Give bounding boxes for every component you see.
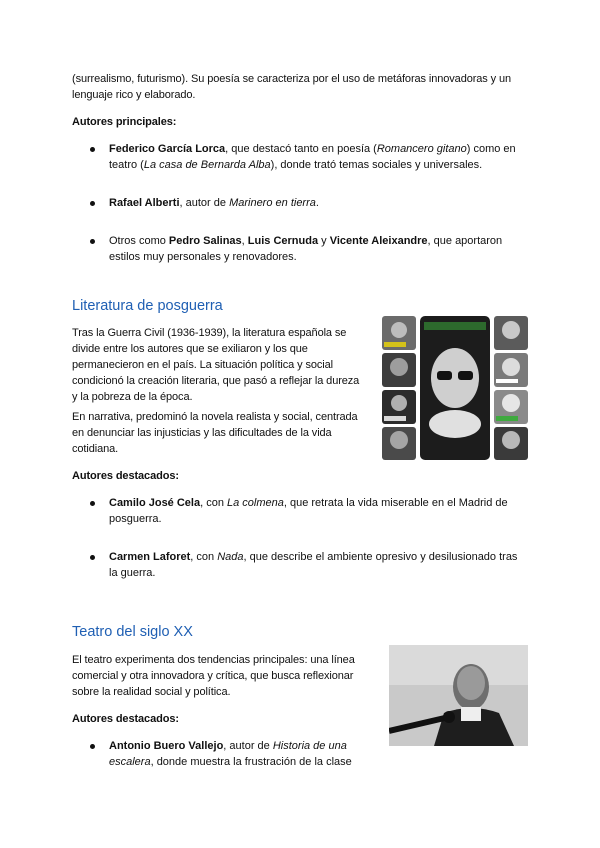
- posguerra-list: [109, 495, 549, 581]
- teatro-list: [109, 738, 369, 770]
- bullet-icon: [90, 555, 95, 560]
- intro-line-2: lenguaje rico y elaborado.: [72, 89, 196, 101]
- author-name: Camilo José Cela: [109, 497, 201, 509]
- work-title: Historia de una: [272, 740, 347, 752]
- text-line: cotidiana.: [72, 443, 119, 455]
- text: , autor de: [179, 197, 230, 209]
- text-line: Tras la Guerra Civil (1936-1939), la literatura española se: [72, 327, 347, 339]
- work-title: Marinero en tierra: [229, 197, 316, 209]
- section-title-teatro: Teatro del siglo XX: [72, 624, 193, 640]
- text: ,: [241, 235, 248, 247]
- gen27-list: [109, 141, 549, 265]
- text: , donde muestra la frustración de la clase: [150, 756, 352, 768]
- work-title: escalera: [109, 756, 151, 768]
- text: ), donde trató temas sociales y universales.: [270, 159, 483, 171]
- list-item: [109, 233, 549, 265]
- text: , que retrata la vida miserable en el Madrid de: [283, 497, 508, 509]
- text: , con: [200, 497, 227, 509]
- section-title-posguerra: Literatura de posguerra: [72, 298, 223, 314]
- text: la guerra.: [109, 567, 156, 579]
- text-line: comercial y otra innovadora y crítica, que busca reflexionar: [72, 670, 354, 682]
- list-item: [109, 495, 549, 527]
- bullet-icon: [90, 239, 95, 244]
- author-name: Antonio Buero Vallejo: [109, 740, 224, 752]
- text: .: [315, 197, 319, 209]
- author-name: Rafael Alberti: [109, 197, 180, 209]
- author-name: Federico García Lorca: [109, 143, 226, 155]
- bullet-icon: [90, 201, 95, 206]
- author-name: Vicente Aleixandre: [329, 235, 428, 247]
- text-line: El teatro experimenta dos tendencias principales: una línea: [72, 654, 355, 666]
- bullet-icon: [90, 744, 95, 749]
- collage-graphic: [382, 316, 528, 460]
- list-item: [109, 738, 369, 770]
- work-title: La colmena: [227, 497, 284, 509]
- posguerra-paragraph-2: [72, 409, 372, 457]
- text: estilos muy personales y renovadores.: [109, 251, 297, 263]
- intro-line-1: (surrealismo, futurismo). Su poesía se caracteriza por el uso de metáforas innovadoras y un: [72, 73, 512, 85]
- buero-vallejo-photo: [389, 645, 528, 746]
- text-line: permanecieron en el país. La situación política y social: [72, 359, 333, 371]
- text-line: en denunciar las injusticias y las dificultades de la vida: [72, 427, 332, 439]
- text: , con: [190, 551, 218, 563]
- text-line: y la pobreza de la época.: [72, 391, 193, 403]
- author-name: Pedro Salinas: [168, 235, 242, 247]
- bullet-icon: [90, 147, 95, 152]
- list-item: [109, 195, 549, 211]
- author-name: Luis Cernuda: [247, 235, 319, 247]
- list-item: [109, 549, 549, 581]
- text-line: En narrativa, predominó la novela realista y social, centrada: [72, 411, 358, 423]
- text: y: [318, 235, 330, 247]
- text: ) como en: [466, 143, 516, 155]
- text: posguerra.: [109, 513, 162, 525]
- text: , autor de: [223, 740, 273, 752]
- posguerra-heading: Autores destacados:: [72, 470, 179, 482]
- authors-collage-image: [382, 316, 528, 460]
- teatro-heading: Autores destacados:: [72, 713, 179, 725]
- work-title: Nada: [217, 551, 244, 563]
- gen27-heading: Autores principales:: [72, 116, 177, 128]
- list-item: [109, 141, 549, 173]
- text: Otros como: [109, 235, 169, 247]
- text-line: condicionó la creación literaria, que pasó a reflejar la dureza: [72, 375, 360, 387]
- text: teatro (: [109, 159, 144, 171]
- posguerra-paragraph-1: [72, 325, 372, 405]
- teatro-paragraph: [72, 652, 372, 700]
- bullet-icon: [90, 501, 95, 506]
- text: , que destacó tanto en poesía (: [225, 143, 377, 155]
- text: , que describe el ambiente opresivo y desilusionado tras: [243, 551, 518, 563]
- text: , que aportaron: [427, 235, 503, 247]
- text-line: divide entre los autores que se exiliaron y los que: [72, 343, 308, 355]
- work-title: Romancero gitano: [376, 143, 467, 155]
- text-line: sobre la realidad social y política.: [72, 686, 231, 698]
- author-name: Carmen Laforet: [109, 551, 191, 563]
- work-title: La casa de Bernarda Alba: [143, 159, 271, 171]
- photo-graphic: [389, 645, 528, 746]
